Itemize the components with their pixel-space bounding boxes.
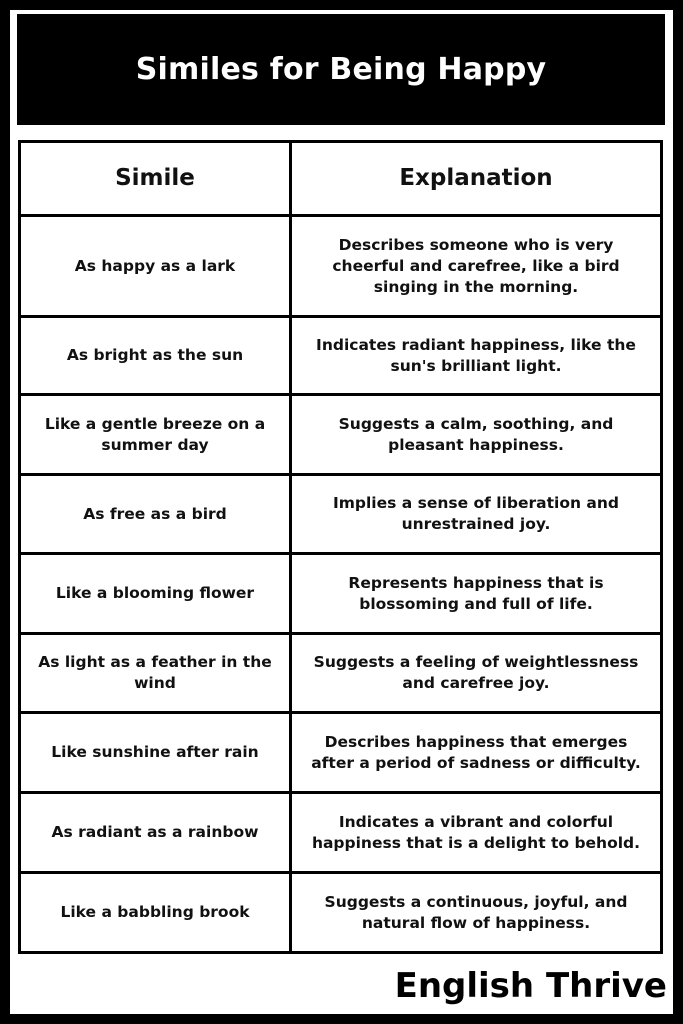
simile-cell: As happy as a lark bbox=[21, 217, 292, 318]
simile-cell: As bright as the sun bbox=[21, 318, 292, 396]
header-explanation: Explanation bbox=[292, 143, 660, 217]
simile-cell: Like a babbling brook bbox=[21, 874, 292, 951]
explanation-cell: Describes someone who is very cheerful and carefree, like a bird singing in the morning. bbox=[292, 217, 660, 318]
page-frame bbox=[10, 10, 673, 1014]
explanation-cell: Suggests a feeling of weightlessness and carefree joy. bbox=[292, 635, 660, 714]
simile-cell: As radiant as a rainbow bbox=[21, 794, 292, 874]
explanation-cell: Represents happiness that is blossoming and full of life. bbox=[292, 555, 660, 635]
explanation-cell: Describes happiness that emerges after a period of sadness or difficulty. bbox=[292, 714, 660, 794]
brand-footer: English Thrive bbox=[394, 966, 667, 1006]
explanation-cell: Indicates radiant happiness, like the sun's brilliant light. bbox=[292, 318, 660, 396]
explanation-cell: Suggests a calm, soothing, and pleasant happiness. bbox=[292, 396, 660, 476]
explanation-cell: Indicates a vibrant and colorful happiness that is a delight to behold. bbox=[292, 794, 660, 874]
simile-cell: Like a blooming flower bbox=[21, 555, 292, 635]
simile-cell: Like a gentle breeze on a summer day bbox=[21, 396, 292, 476]
simile-cell: As free as a bird bbox=[21, 476, 292, 555]
header-simile: Simile bbox=[21, 143, 292, 217]
explanation-cell: Implies a sense of liberation and unrestrained joy. bbox=[292, 476, 660, 555]
simile-cell: Like sunshine after rain bbox=[21, 714, 292, 794]
page-title: Similes for Being Happy bbox=[17, 14, 665, 125]
similes-table bbox=[18, 140, 663, 954]
explanation-cell: Suggests a continuous, joyful, and natural flow of happiness. bbox=[324, 892, 628, 932]
simile-cell: As light as a feather in the wind bbox=[21, 635, 292, 714]
